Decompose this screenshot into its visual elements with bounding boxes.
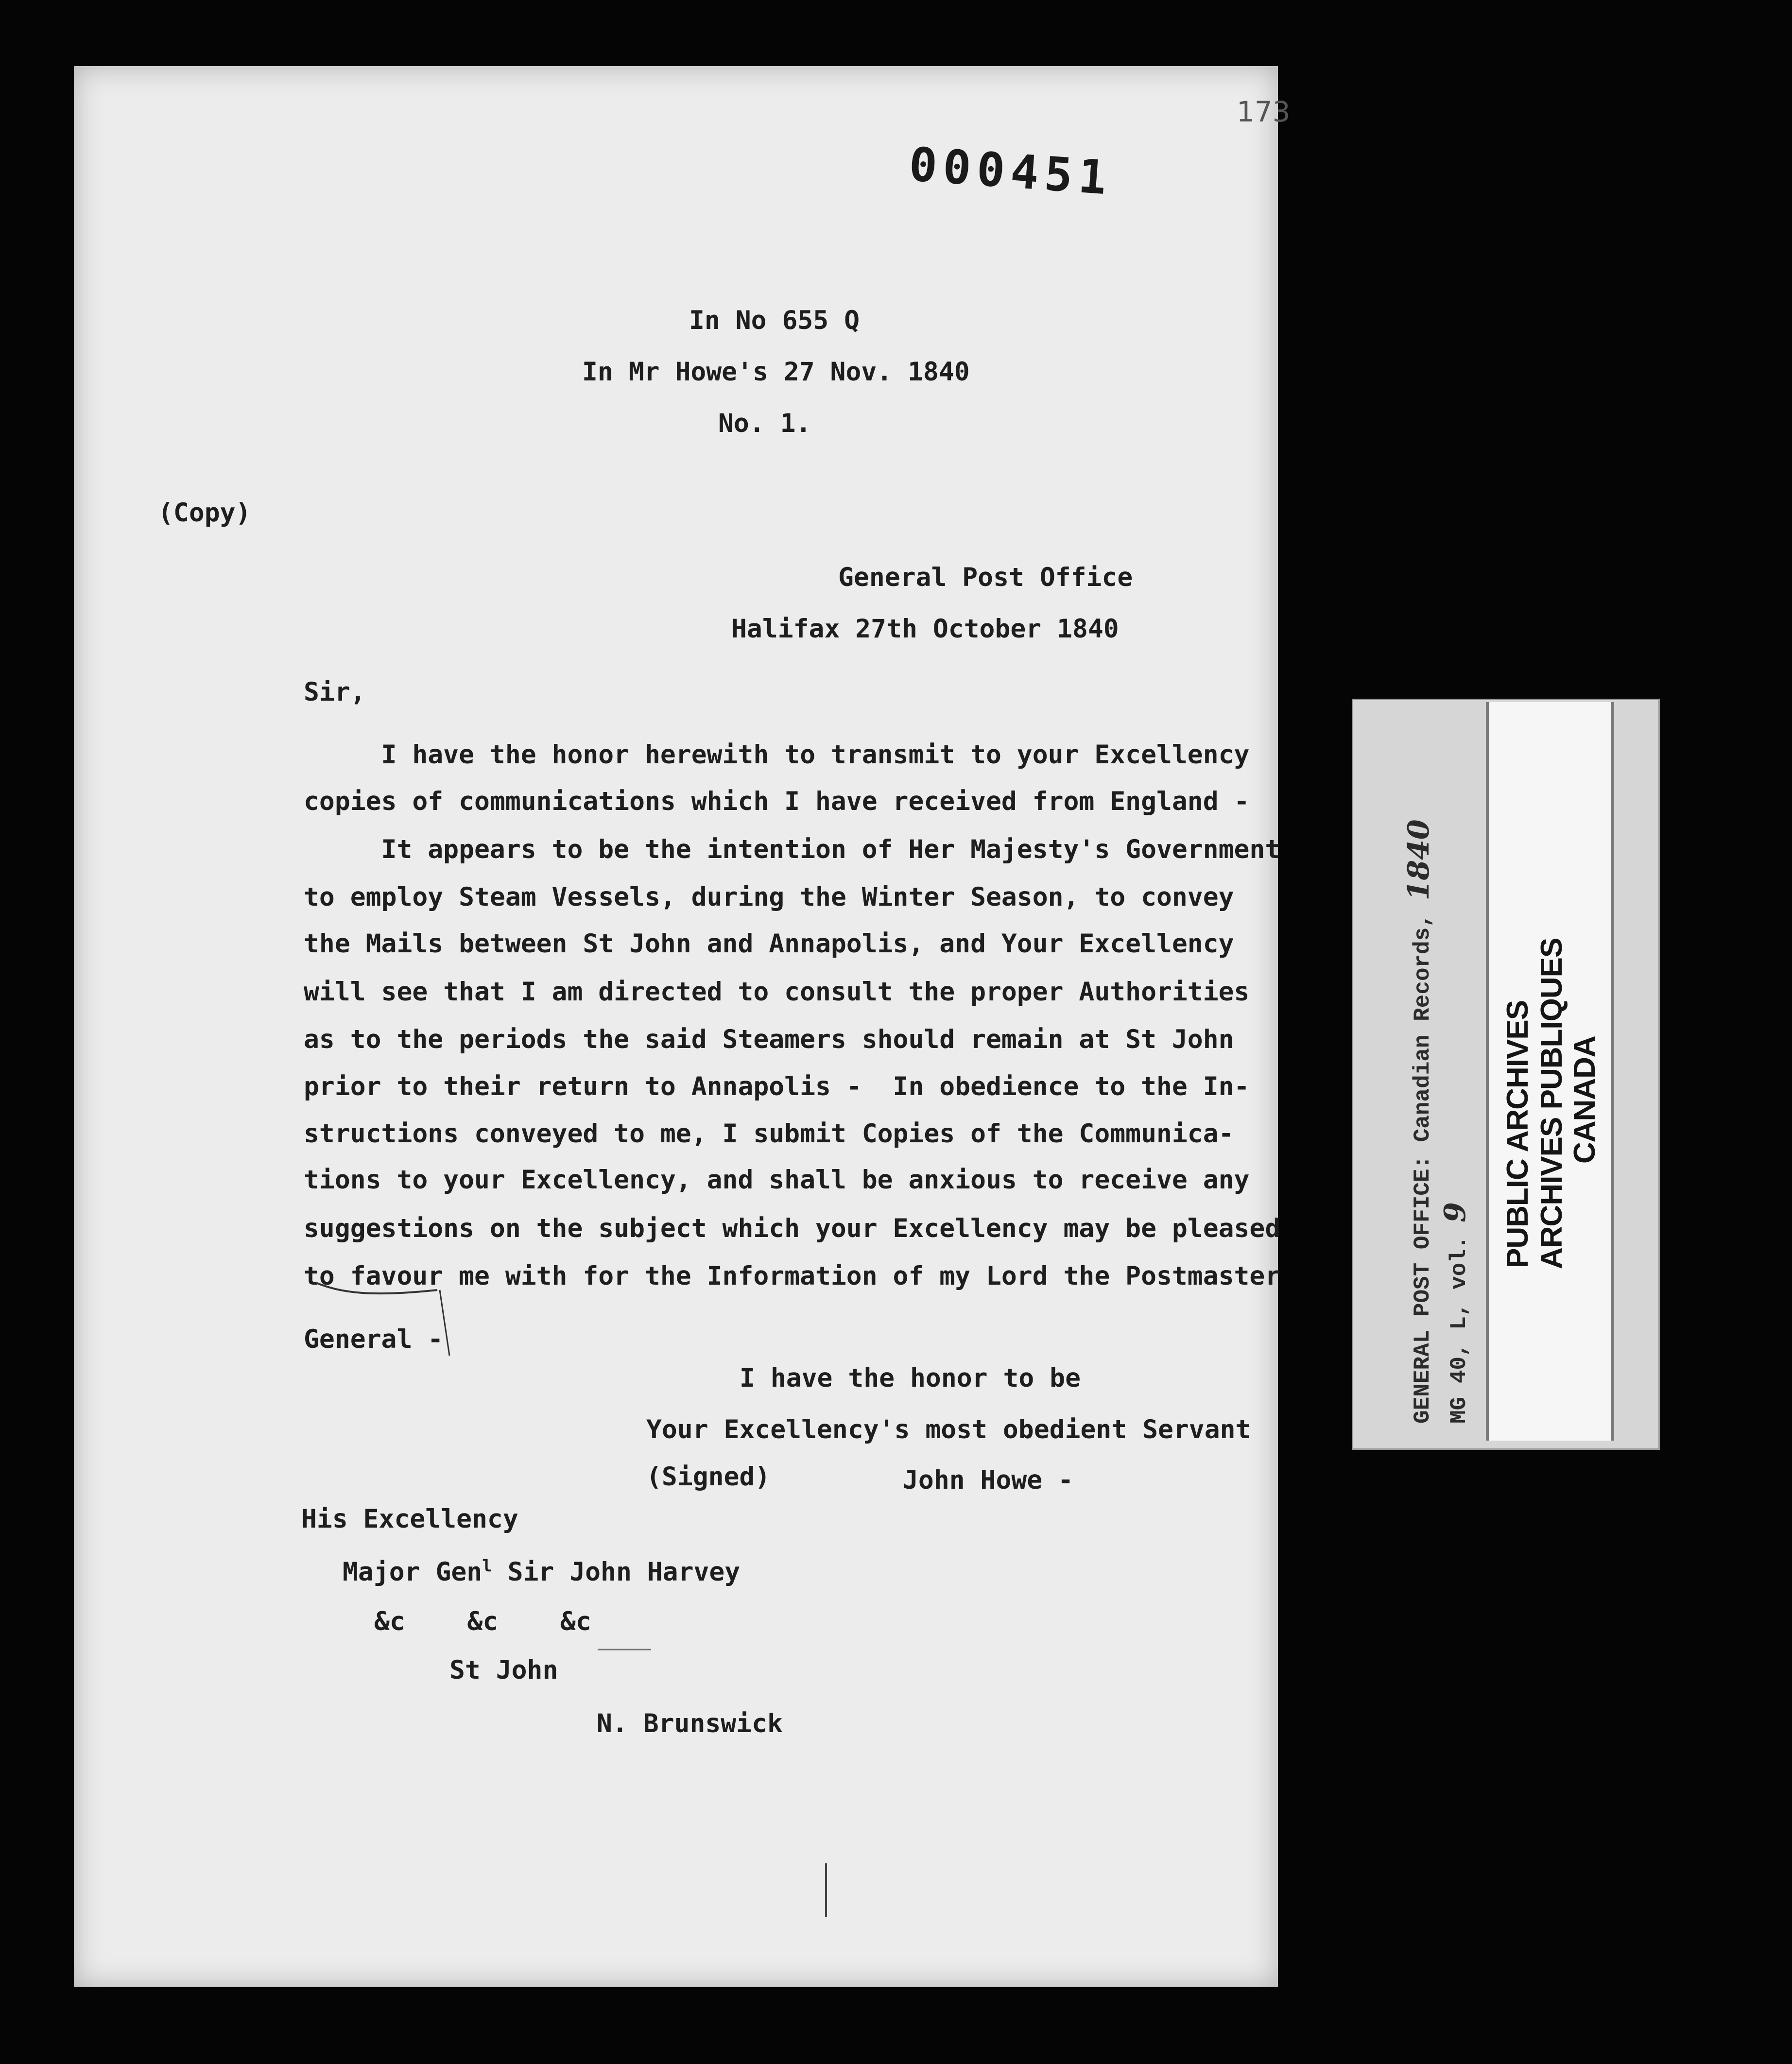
body-line: as to the periods the said Steamers should remain at St John <box>304 1025 1234 1054</box>
body-line: to employ Steam Vessels, during the Winter Season, to convey <box>304 882 1234 912</box>
reference-line: In No 655 Q <box>689 306 860 335</box>
stamp-line-1: PUBLIC ARCHIVES <box>1501 1000 1534 1268</box>
closing-line-2: Your Excellency's most obedient Servant <box>646 1415 1251 1445</box>
copy-mark: (Copy) <box>158 498 251 528</box>
archive-volume: MG 40, L, vol. 9 <box>1438 1202 1472 1424</box>
addressee-line-5: N. Brunswick <box>597 1709 783 1738</box>
stamp-line-2: ARCHIVES PUBLIQUES <box>1535 938 1568 1269</box>
signature-name: John Howe - <box>903 1465 1073 1495</box>
document-number-stamp: 000451 <box>907 137 1114 206</box>
closing-line-1: I have the honor to be <box>740 1363 1081 1393</box>
salutation: Sir, <box>304 677 366 707</box>
body-line: copies of communications which I have received from England - <box>304 787 1250 816</box>
addressee-line-3: &c &c &c <box>374 1607 591 1636</box>
body-line: I have the honor herewith to transmit to your Excellency <box>304 740 1250 770</box>
addressee-line-4: St John <box>449 1655 558 1685</box>
body-line: the Mails between St John and Annapolis, and Your Excellency <box>304 929 1234 959</box>
body-line: structions conveyed to me, I submit Copies of the Communica- <box>304 1119 1234 1149</box>
addressee-line-2: Major Gen$^l$ Sir John Harvey <box>343 1556 741 1587</box>
body-line: to favour me with for the Information of my Lord the Postmaster <box>304 1261 1281 1291</box>
body-line: prior to their return to Annapolis - In obedience to the In- <box>304 1072 1250 1101</box>
reference-line-2: In Mr Howe's 27 Nov. 1840 <box>582 357 970 387</box>
archive-record-title: GENERAL POST OFFICE: Canadian Records, 1840 <box>1402 819 1436 1424</box>
signed-mark: (Signed) <box>646 1462 771 1492</box>
sender-place-date: Halifax 27th October 1840 <box>731 614 1119 644</box>
body-line: It appears to be the intention of Her Majesty's Government <box>304 835 1281 864</box>
body-line: will see that I am directed to consult the proper Authorities <box>304 977 1250 1007</box>
number-line: No. 1. <box>718 409 811 438</box>
sender-office: General Post Office <box>838 563 1133 592</box>
stamp-line-3: CANADA <box>1568 1036 1602 1164</box>
page-number: 173 <box>1237 95 1291 128</box>
body-line: suggestions on the subject which your Excellency may be pleased <box>304 1214 1281 1243</box>
body-line: tions to your Excellency, and shall be anxious to receive any <box>304 1165 1250 1195</box>
body-line: General - <box>304 1324 444 1354</box>
addressee-line-1: His Excellency <box>301 1504 518 1534</box>
